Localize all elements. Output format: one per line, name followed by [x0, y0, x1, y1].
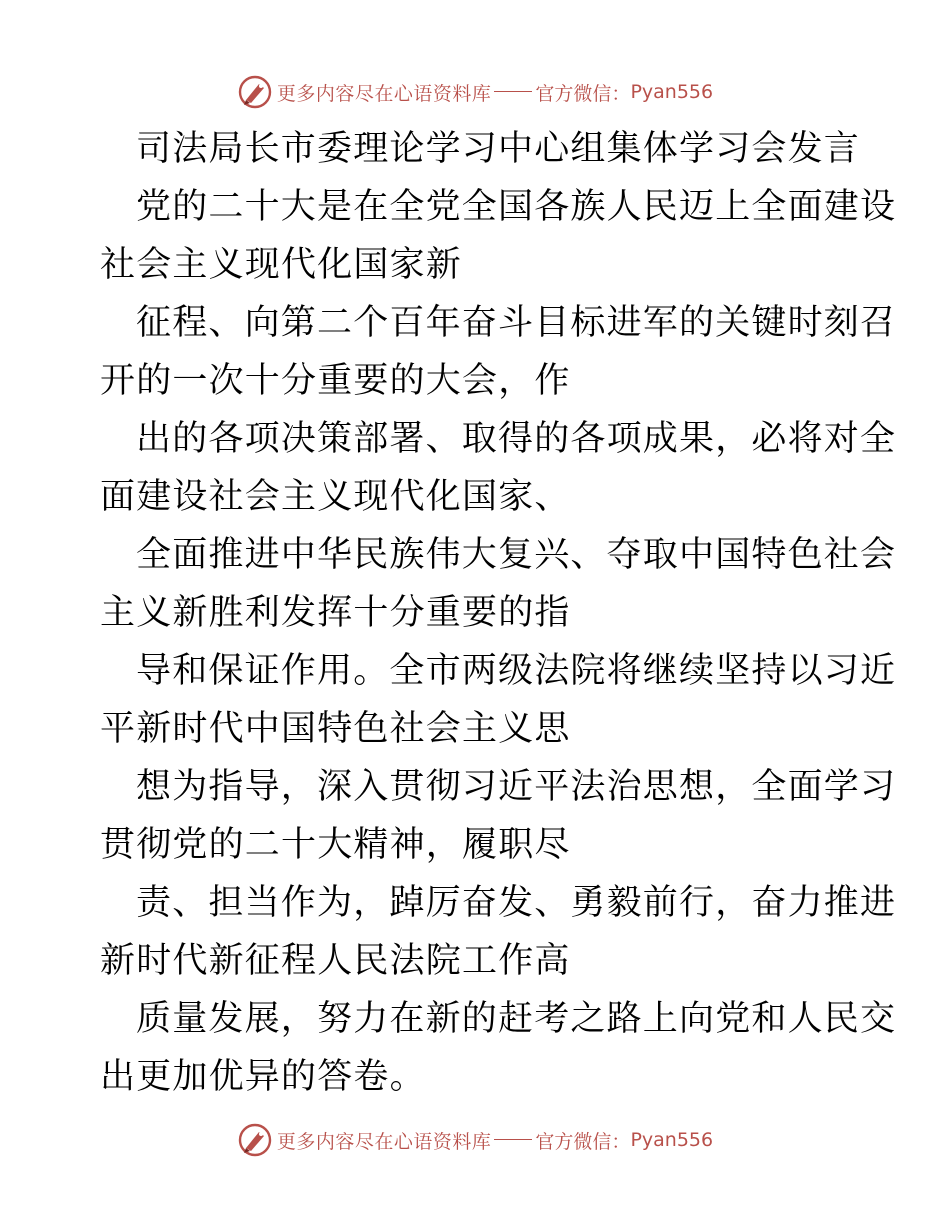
paragraph-line: 面建设社会主义现代化国家、 — [100, 477, 571, 517]
footer-banner — [0, 1118, 950, 1162]
paragraph-line: 想为指导，深入贯彻习近平法治思想，全面学习 — [136, 767, 897, 807]
banner-wechat-id: Pyan556 — [630, 1129, 714, 1151]
banner-slogan: 更多内容尽在心语资料库 — [276, 82, 492, 105]
banner-wechat-label: 官方微信： — [535, 82, 631, 105]
paragraph-line: 平新时代中国特色社会主义思 — [100, 709, 571, 749]
paragraph-line: 主义新胜利发挥十分重要的指 — [100, 593, 571, 633]
paragraph-line: 党的二十大是在全党全国各族人民迈上全面建设 — [136, 187, 897, 227]
paragraph-line: 质量发展，努力在新的赶考之路上向党和人民交 — [136, 999, 897, 1039]
paragraph-line: 出的各项决策部署、取得的各项成果，必将对全 — [136, 419, 897, 459]
paragraph-line: 贯彻党的二十大精神，履职尽 — [100, 825, 571, 865]
paragraph-line: 全面推进中华民族伟大复兴、夺取中国特色社会 — [136, 535, 897, 575]
paragraph-line: 新时代新征程人民法院工作高 — [100, 941, 571, 981]
banner-wechat-id: Pyan556 — [630, 81, 714, 103]
banner-dash — [494, 91, 532, 92]
banner-slogan: 更多内容尽在心语资料库 — [276, 1130, 492, 1153]
paragraph-line: 出更加优异的答卷。 — [100, 1057, 426, 1097]
document-title: 司法局长市委理论学习中心组集体学习会发言 — [136, 129, 861, 169]
paragraph-line: 社会主义现代化国家新 — [100, 245, 463, 285]
paragraph-line: 责、担当作为，踔厉奋发、勇毅前行，奋力推进 — [136, 883, 897, 923]
banner-dash — [494, 1139, 532, 1140]
pen-logo-icon — [237, 1122, 273, 1158]
paragraph-line: 开的一次十分重要的大会，作 — [100, 361, 571, 401]
paragraph-line: 导和保证作用。全市两级法院将继续坚持以习近 — [136, 651, 897, 691]
pen-logo-icon — [237, 74, 273, 110]
banner-wechat-label: 官方微信： — [535, 1130, 631, 1153]
paragraph-line: 征程、向第二个百年奋斗目标进军的关键时刻召 — [136, 303, 897, 343]
header-banner — [0, 70, 950, 114]
document-body — [100, 120, 897, 1106]
